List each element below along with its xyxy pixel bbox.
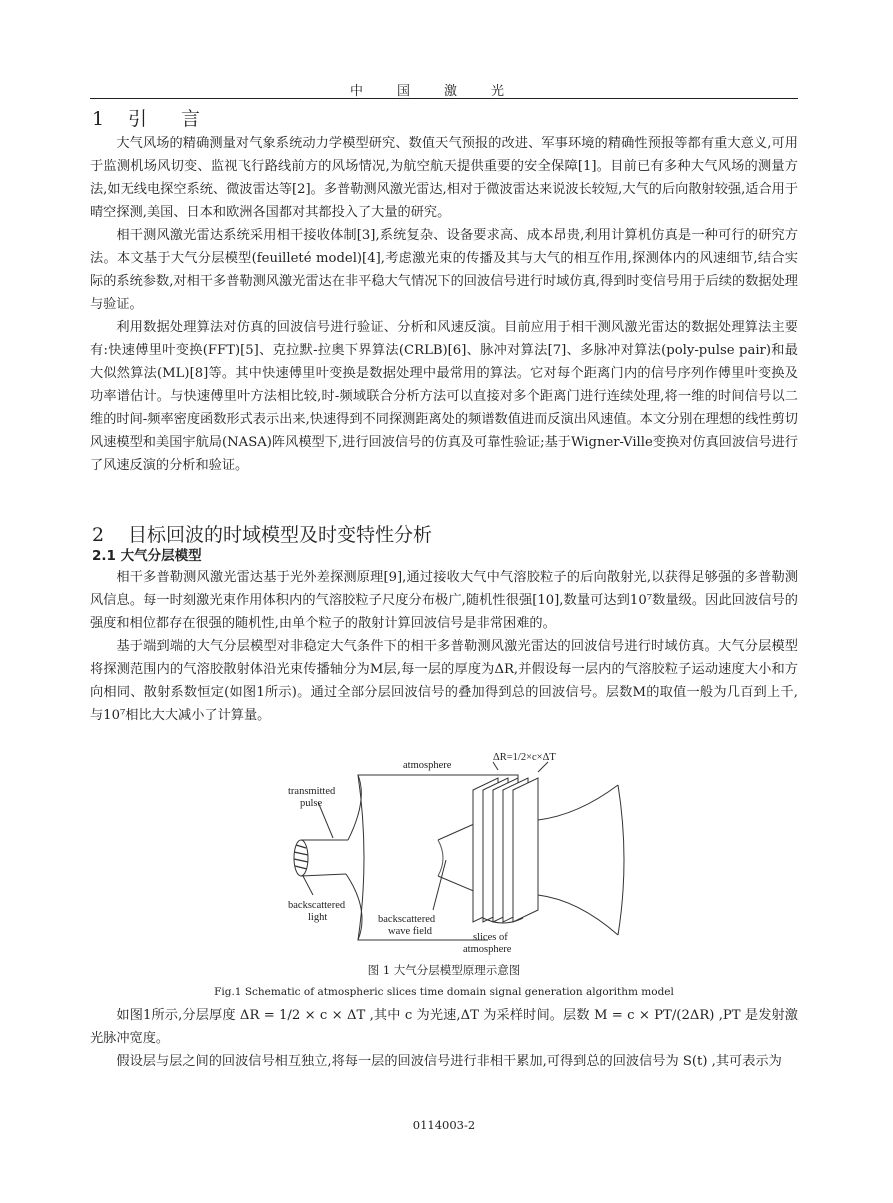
header-rule	[90, 98, 798, 99]
paragraph: 基于端到端的大气分层模型对非稳定大气条件下的相干多普勒测风激光雷达的回波信号进行时域仿真。大气分层模型将探测范围内的气溶胶散射体沿光束传播轴分为M层,每一层的厚度为ΔR,并假设每一层内的气溶胶粒子运动速度大小和方向相同、散射系数恒定(如图1所示)。通过全部分层回波信号的叠加得到总的回波信号。层数M的取值一般为几百到上千,与10⁷相比大大减小了计算量。	[90, 639, 798, 723]
leader-wave-field	[433, 860, 446, 910]
leader-backscattered-light	[303, 876, 313, 895]
delta-r-arrows	[493, 762, 548, 772]
subsection-heading	[92, 544, 202, 564]
section2-body	[90, 566, 798, 727]
section1-number: 1	[92, 108, 107, 130]
label-atmosphere: atmosphere	[403, 760, 452, 771]
section1-body	[90, 132, 798, 477]
atmosphere-slices	[473, 778, 538, 922]
label-backscattered-wave-1: backscattered	[378, 914, 436, 925]
page-footer-id: 0114003-2	[412, 1118, 476, 1132]
section2-heading	[92, 520, 432, 547]
journal-header: 中国激光	[349, 84, 538, 99]
paragraph: 如图1所示,分层厚度 ΔR = 1/2 × c × ΔT ,其中 c 为光速,ΔT 为采样时间。层数 M = c × PT/(2ΔR) ,PT 是发射激光脉冲宽度。	[90, 1008, 798, 1046]
label-transmitted: transmitted	[288, 786, 336, 797]
label-backscattered-wave-2: wave field	[388, 926, 433, 937]
tube-bottom	[301, 874, 346, 876]
label-backscattered-light-2: light	[308, 912, 328, 923]
label-slices-1: slices of	[473, 932, 508, 943]
section2-number: 2	[92, 524, 105, 546]
wave-front	[438, 840, 443, 876]
paragraph: 大气风场的精确测量对气象系统动力学模型研究、数值天气预报的改进、军事环境的精确性预报等都有重大意义,可用于监测机场风切变、监视飞行路线前方的风场情况,为航空航天提供重要的安全保障[1]。目前已有多种大气风场的测量方法,如无线电探空系统、微波雷达等[2]。多普勒测风激光雷达,相对于微波雷达来说波长较短,大气的后向散射较强,适合用于晴空探测,美国、日本和欧洲各国都对其都投入了大量的研究。	[90, 136, 799, 220]
paragraph: 利用数据处理算法对仿真的回波信号进行验证、分析和风速反演。目前应用于相干测风激光雷达的数据处理算法主要有:快速傅里叶变换(FFT)[5]、克拉默-拉奥下界算法(CRLB)[6]、脉冲对算法[7]、多脉冲对算法(poly-pulse pair)和最大似然算法(ML)[8]等。其中快速傅里叶变换是数据处理中最常用的算法。它对每个距离门内的信号序列作傅里叶变换及功率谱估计。与快速傅里叶方法相比较,时-频域联合分析方法可以直接对多个距离门进行连续处理,将一维的时间信号以二维的时间-频率密度函数形式表示出来,快速得到不同探测距离处的频谱数值进而反演出风速值。本文分别在理想的线性剪切风速模型和美国宇航局(NASA)阵风模型下,进行回波信号的仿真及可靠性验证;基于Wigner-Ville变换对仿真回波信号进行了风速反演的分析和验证。	[90, 320, 798, 473]
label-pulse: pulse	[300, 798, 323, 809]
paragraph: 假设层与层之间的回波信号相互独立,将每一层的回波信号进行非相干累加,可得到总的回波信号为 S(t) ,其可表示为	[116, 1054, 782, 1069]
figure1-caption-en: Fig.1 Schematic of atmospheric slices time domain signal generation algorithm model	[214, 986, 674, 998]
atmosphere-face	[358, 775, 364, 940]
subsection-number: 2.1	[92, 548, 116, 564]
section1-title: 引言	[128, 108, 235, 130]
section1-heading	[92, 104, 234, 131]
paragraph: 相干多普勒测风激光雷达基于光外差探测原理[9],通过接收大气中气溶胶粒子的后向散射光,以获得足够强的多普勒测风信息。每一时刻激光束作用体积内的气溶胶粒子尺度分布极广,随机性很强[10],数量可达到10⁷数量级。因此回波信号的强度和相位都存在很强的随机性,由单个粒子的散射计算回波信号是非常困难的。	[90, 570, 798, 631]
label-slices-2: atmosphere	[463, 944, 512, 955]
label-backscattered-light-1: backscattered	[288, 900, 346, 911]
horn-mouth	[618, 785, 624, 935]
label-delta-r: ΔR=1/2×c×ΔT	[493, 752, 556, 763]
subsection-title: 大气分层模型	[120, 548, 202, 564]
horn-top	[538, 785, 618, 820]
figure1-caption-cn: 图 1 大气分层模型原理示意图	[367, 963, 521, 977]
section2-title: 目标回波的时域模型及时变特性分析	[128, 524, 433, 546]
horn-bottom	[538, 895, 618, 935]
figure1-diagram	[258, 750, 638, 960]
after-figure-body	[90, 1004, 798, 1073]
paragraph: 相干测风激光雷达系统采用相干接收体制[3],系统复杂、设备要求高、成本昂贵,利用计算机仿真是一种可行的研究方法。本文基于大气分层模型(feuilleté model)[4],考虑激光束的传播及其与大气的相互作用,探测体内的风速细节,结合实际的系统参数,对相干多普勒测风激光雷达在非平稳大气情况下的回波信号进行时域仿真,得到时变信号用于后续的数据处理与验证。	[90, 228, 798, 312]
